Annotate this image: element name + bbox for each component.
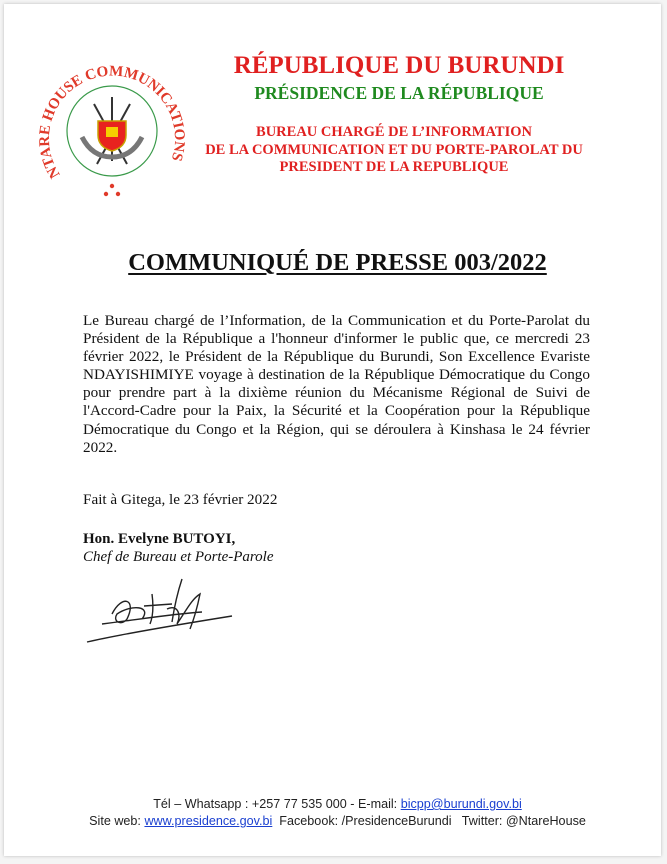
document-page: [4, 4, 661, 856]
presidency-heading: PRÉSIDENCE DE LA RÉPUBLIQUE: [254, 83, 544, 103]
signature: [82, 574, 242, 649]
signer-name: Hon. Evelyne BUTOYI,: [83, 531, 236, 547]
ntare-house-logo: [32, 49, 192, 209]
bureau-line: BUREAU CHARGÉ DE L’INFORMATION: [256, 124, 532, 140]
website-link[interactable]: www.presidence.gov.bi: [144, 814, 273, 828]
logo-ring-text: NTARE HOUSE COMMUNICATIONS: [36, 63, 188, 181]
footer-twitter: Twitter: @NtareHouse: [451, 814, 586, 828]
bureau-line: DE LA COMMUNICATION ET DU PORTE-PAROLAT DU: [205, 141, 583, 158]
place-date: Fait à Gitega, le 23 février 2022: [83, 491, 278, 508]
press-release-title: COMMUNIQUÉ DE PRESSE 003/2022: [128, 249, 547, 276]
footer-contact: [44, 796, 631, 830]
bureau-line: PRESIDENT DE LA REPUBLIQUE: [279, 159, 509, 175]
footer-site-label: Site web:: [89, 814, 145, 828]
footer-facebook: Facebook: /PresidenceBurundi: [272, 814, 452, 828]
bureau-heading: [194, 124, 594, 177]
signer-role: Chef de Bureau et Porte-Parole: [83, 549, 274, 565]
country-heading: RÉPUBLIQUE DU BURUNDI: [233, 52, 565, 79]
footer-phone: Tél – Whatsapp : +257 77 535 000 - E-mail:: [153, 797, 401, 811]
logo-stars: [104, 184, 120, 196]
press-release-body: Le Bureau chargé de l’Information, de la Communication et du Porte-Parolat du Président de la République a l'honneur d'informer le public que, ce mercredi 23 février 2022, le Président de la République du Burundi, Son Excellence Evariste NDAYISHIMIYE voyage à destination de la République Démocratique du Congo pour prendre part à la dixième réunion du Mécanisme Régional de Suivi de l'Accord-Cadre pour la Paix, la Sécurité et la Coopération pour la République Démocratique du Congo et la Région, qui se déroulera à Kinshasa le 24 février 2022.: [83, 312, 590, 456]
email-link[interactable]: bicpp@burundi.gov.bi: [400, 797, 522, 811]
